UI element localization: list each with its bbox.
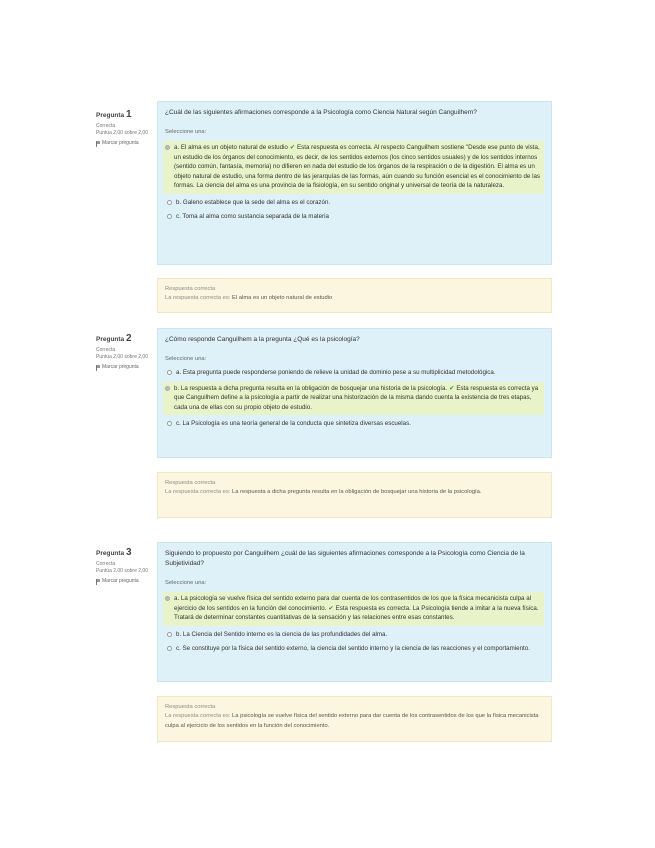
feedback-box: Respuesta correcta La respuesta correcta es: La respuesta a dicha pregunta resulta en la obligación de bosquejar una historia de la psicología.	[157, 472, 552, 518]
answer-feedback: Esta respuesta es correcta ya que Canguilhem define a la psicología a partir de realizar una historización de la misma dando cuenta la existencia de tres etapas, cada una de ellas con su propio objeto de estudio.	[174, 384, 539, 411]
feedback-title: Respuesta correcta	[165, 480, 216, 486]
radio-button[interactable]	[167, 421, 172, 426]
question-text: ¿Cuál de las siguientes afirmaciones corresponde a la Psicología como Ciencia Natural según Canguilhem?	[165, 109, 477, 116]
flag-icon	[96, 579, 100, 585]
flag-icon	[96, 365, 100, 371]
question-status: Correcta	[96, 346, 116, 353]
check-icon: ✔	[289, 144, 296, 152]
answer-option[interactable]: a. Esta pregunta puede responderse poniendo de relieve la unidad de dominio pese a su multiplicidad metodológica.	[165, 368, 544, 378]
answer-feedback: Esta respuesta es correcta. Al respecto Canguilhem sostiene "Desde ese punto de vista, un estudio de los órganos del conocimiento, es decir, de los sentidos externos (los cinco sentidos usuales) y de los sentidos internos (sentido común, fantasía, memoria) no difieren en nada del estudio de los órganos de la respiración o de la digestión. El alma es un objeto natural de estudio, una forma dentro de las jerarquías de las formas, aún cuando su función esencial es el conocimiento de las formas. La ciencia del alma es una provincia de la fisiología, en su sentido original y universal de teoría de la naturaleza.	[174, 144, 540, 190]
flag-question-link[interactable]: Marcar pregunta	[96, 140, 152, 147]
radio-button[interactable]	[167, 370, 172, 375]
radio-button[interactable]	[165, 386, 170, 391]
radio-button[interactable]	[165, 596, 170, 601]
answer-option[interactable]: c. La Psicología es una teoría general de la conducta que sintetiza diversas escuelas.	[165, 419, 544, 429]
radio-button[interactable]	[167, 214, 172, 219]
answer-option[interactable]: c. Se constituye por la física del sentido externo, la ciencia del sentido interno y la ciencia de las reacciones y el comportamiento.	[165, 644, 544, 654]
answer-option[interactable]: c. Toma al alma como sustancia separada de la materia	[165, 212, 544, 222]
flag-question-link[interactable]: Marcar pregunta	[96, 364, 152, 371]
question-status: Correcta	[96, 122, 116, 129]
answer-option[interactable]: b. La respuesta a dicha pregunta resulta en la obligación de bosquejar una historia de la psicología. ✔ Esta respuesta es correcta ya que Canguilhem define a la psicología a partir de realizar una historización de la misma dando cuenta la existencia de tres etapas, cada una de ellas con su propio objeto de estudio.	[163, 382, 544, 416]
question-box	[157, 542, 552, 682]
question-score: Puntúa 2,00 sobre 2,00	[96, 129, 148, 136]
question-info	[96, 108, 152, 147]
flag-question-link[interactable]: Marcar pregunta	[96, 578, 152, 585]
question-number: Pregunta 3	[96, 547, 132, 558]
question-status: Correcta	[96, 560, 116, 567]
radio-button[interactable]	[167, 646, 172, 651]
feedback-box: Respuesta correcta La respuesta correcta es: La psicología se vuelve física del sentido externo para dar cuenta de los contrasentidos de los que la física mecanicista culpa al ejercicio de los sentidos en la función del conocimiento.	[157, 696, 552, 742]
question-score: Puntúa 2,00 sobre 2,00	[96, 353, 148, 360]
check-icon: ✔	[328, 604, 334, 612]
answer-option[interactable]: b. Galeno establece que la sede del alma es el corazón.	[165, 198, 544, 208]
correct-answer: La respuesta a dicha pregunta resulta en la obligación de bosquejar una historia de la psicología.	[232, 489, 482, 496]
question-box	[157, 101, 552, 265]
question-number: Pregunta 1	[96, 109, 132, 120]
feedback-title: Respuesta correcta	[165, 704, 216, 710]
answer-option[interactable]: a. La psicología se vuelve física del sentido externo para dar cuenta de los contrasentidos de los que la física mecanicista culpa al ejercicio de los sentidos en la función del conocimiento. ✔ Esta respuesta es correcta. La Psicología tiende a imitar a la nueva física. Tratará de determinar constantes cuantitativas de la sensación y las relaciones entre esas constantes.	[163, 592, 544, 626]
radio-button[interactable]	[167, 200, 172, 205]
answer-feedback: Esta respuesta es correcta. La Psicología tiende a imitar a la nueva física. Tratará de determinar constantes cuantitativas de la sensación y las relaciones entre esas constantes.	[174, 604, 539, 622]
feedback-box: Respuesta correcta La respuesta correcta es: El alma es un objeto natural de estudio	[157, 278, 552, 313]
select-prompt: Seleccione una:	[165, 129, 207, 136]
feedback-title: Respuesta correcta	[165, 286, 216, 292]
select-prompt: Seleccione una:	[165, 580, 207, 587]
correct-answer: La psicología se vuelve física del sentido externo para dar cuenta de los contrasentidos de los que la física mecanicista culpa al ejercicio de los sentidos en la función del conocimiento.	[165, 713, 539, 729]
question-text: Siguiendo lo propuesto por Canguilhem ¿cuál de las siguientes afirmaciones corresponde a la Psicología como Ciencia de la Subjetividad?	[165, 550, 525, 568]
correct-answer: El alma es un objeto natural de estudio	[232, 295, 333, 302]
question-box	[157, 328, 552, 458]
answer-option[interactable]: b. La Ciencia del Sentido interno es la ciencia de las profundidades del alma.	[165, 630, 544, 640]
question-score: Puntúa 2,00 sobre 2,00	[96, 567, 148, 574]
answer-option[interactable]: a. El alma es un objeto natural de estudio ✔ Esta respuesta es correcta. Al respecto Canguilhem sostiene "Desde ese punto de vista, un estudio de los órganos del conocimiento, es decir, de los sentidos externos (los cinco sentidos usuales) y de los sentidos internos (sentido común, fantasía, memoria) no difieren en nada del estudio de los órganos de la respiración o de la digestión. El alma es un objeto natural de estudio, una forma dentro de las jerarquías de las formas, aún cuando su función esencial es el conocimiento de las formas. La ciencia del alma es una provincia de la fisiología, en su sentido original y universal de teoría de la naturaleza.	[163, 141, 544, 194]
question-info	[96, 332, 152, 371]
question-text: ¿Cómo responde Canguilhem a la pregunta ¿Qué es la psicología?	[165, 336, 360, 343]
flag-icon	[96, 141, 100, 147]
check-icon: ✔	[449, 384, 455, 392]
question-number: Pregunta 2	[96, 333, 132, 344]
radio-button[interactable]	[167, 632, 172, 637]
radio-button[interactable]	[165, 145, 170, 150]
select-prompt: Seleccione una:	[165, 356, 207, 363]
question-info	[96, 546, 152, 585]
